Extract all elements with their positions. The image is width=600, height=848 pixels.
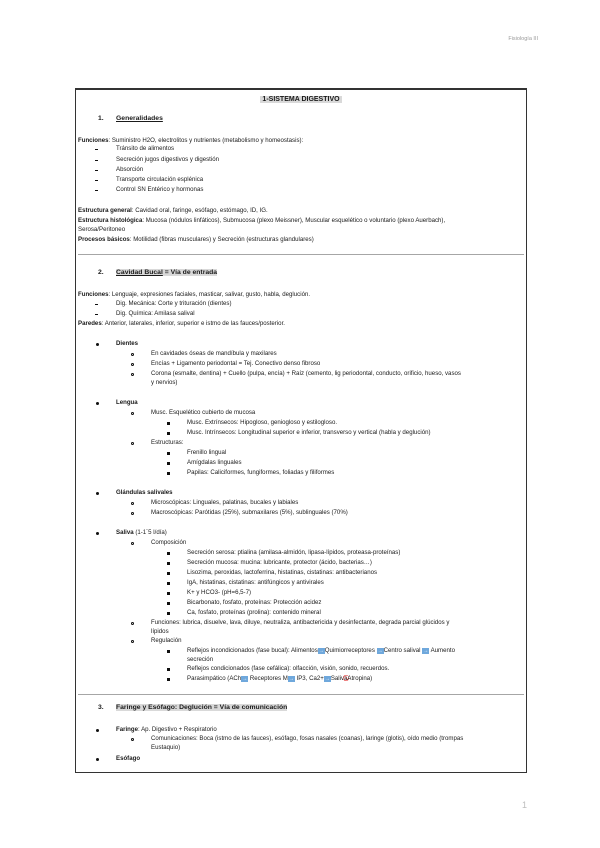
- square-bullet: [167, 678, 170, 681]
- square-bullet: [167, 432, 170, 435]
- square-bullet: [167, 668, 170, 671]
- square-bullet: [167, 582, 170, 585]
- saliva-comp-item: Bicarbonato, fosfato, proteínas: Protección acidez: [187, 599, 322, 606]
- circle-bullet: [131, 622, 134, 625]
- saliva-comp-item: K+ y HCO3- (pH=6,5-7): [187, 589, 252, 596]
- arrow-icon: →: [242, 676, 248, 682]
- section-2-heading: Cavidad Bucal = Vía de entrada: [116, 269, 218, 276]
- regulacion-item-3: Parasimpático (ACh→ Receptores M→ IP3, Ca2+→SalivaAtropina): [187, 675, 373, 682]
- lengua-estr-item: Papilas: Caliciformes, fungiformes, foliadas y filiformes: [187, 469, 335, 476]
- lengua-musc-item: Musc. Extrínsecos: Hipogloso, geniogloso y estilogloso.: [187, 419, 338, 426]
- bullet-dot: [96, 402, 99, 405]
- esofago-label: Esófago: [116, 755, 141, 762]
- square-bullet: [167, 650, 170, 653]
- dash-bullet: [95, 170, 98, 171]
- glandulas-label: Glándulas salivales: [116, 489, 173, 496]
- lengua-label: Lengua: [116, 399, 138, 406]
- saliva-regulacion: Regulación: [151, 637, 182, 644]
- circle-bullet: [131, 542, 134, 545]
- square-bullet: [167, 422, 170, 425]
- s1-item: Transporte circulación esplénica: [116, 176, 204, 183]
- frame-top-border: [76, 88, 526, 90]
- square-bullet: [167, 462, 170, 465]
- saliva-comp-item: IgA, histatinas, cistatinas: antifúngicos y antivirales: [187, 579, 324, 586]
- saliva-funciones: Funciones: lubrica, disuelve, lava, diluye, neutraliza, antibactericida y desinfectante, degrada parcial glúcidos y: [151, 619, 450, 626]
- dash-bullet: [95, 180, 98, 181]
- page-number: 1: [521, 800, 527, 810]
- s2-paredes: Paredes: Anterior, laterales, inferior, superior e istmo de las fauces/posterior.: [78, 320, 285, 327]
- s1-estructura: Estructura general: Cavidad oral, faringe, esófago, estómago, ID, IG.: [78, 207, 268, 214]
- bullet-dot: [96, 492, 99, 495]
- s2-funciones: Funciones: Lenguaje, expresiones faciales, masticar, salivar, gusto, habla, deglución.: [78, 291, 311, 298]
- saliva-comp-item: Secreción mucosa: mucina: lubricante, protector (ácido, bacterias…): [187, 559, 372, 566]
- square-bullet: [167, 452, 170, 455]
- circle-bullet: [131, 373, 134, 376]
- square-bullet: [167, 472, 170, 475]
- dientes-label: Dientes: [116, 340, 139, 347]
- section-1-heading: Generalidades: [116, 115, 163, 122]
- lengua-musc: Musc. Esquelético cubierto de mucosa: [151, 409, 256, 416]
- s1-histologica-cont: Serosa/Peritoneo: [78, 226, 126, 233]
- section-1-number: 1.: [98, 115, 104, 122]
- saliva-comp-item: Lisozima, peroxidas, lactoferrina, histatinas, cistatinas: antibacterianos: [187, 569, 378, 576]
- dientes-item-cont: y nervios): [151, 379, 178, 386]
- dientes-item: Encías + Ligamento periodontal = Tej. Conectivo denso fibroso: [151, 360, 321, 367]
- section-divider: [78, 694, 524, 695]
- dash-bullet: [95, 314, 98, 315]
- dientes-item: En cavidades óseas de mandíbula y maxilares: [151, 350, 277, 357]
- faringe-comunicaciones: Comunicaciones: Boca (istmo de las fauces), esófago, fosas nasales (coanas), laringe (glotis), oído medio (trompas: [151, 735, 464, 742]
- square-bullet: [167, 562, 170, 565]
- saliva-comp-item: Secreción serosa: ptialina (amilasa-almidón, lipasa-lípidos, proteasa-proteínas): [187, 549, 401, 556]
- saliva-funciones-cont: lípidos: [151, 628, 169, 635]
- saliva-label: Saliva (1-1´5 l/día): [116, 529, 167, 536]
- dash-bullet: [95, 149, 98, 150]
- square-bullet: [167, 592, 170, 595]
- circle-bullet: [131, 412, 134, 415]
- dientes-item: Corona (esmalte, dentina) + Cuello (pulpa, encía) + Raíz (cemento, lig periodontal, conducto, orificio, hueso, vasos: [151, 370, 461, 377]
- section-3-number: 3.: [98, 704, 104, 711]
- circle-bullet: [131, 738, 134, 741]
- section-2-number: 2.: [98, 269, 104, 276]
- arrow-icon: →: [423, 648, 429, 654]
- s1-item: Tránsito de alimentos: [116, 145, 175, 152]
- arrow-icon: →: [288, 676, 294, 682]
- section-3-heading: Faringe y Esófago: Deglución = Vía de comunicación: [116, 704, 288, 711]
- regulacion-item-1: Reflejos incondicionados (fase bucal): Alimentos→Quimiorreceptores →Centro salival → Aumento: [187, 647, 455, 654]
- regulacion-item-2: Reflejos condicionados (fase cefálica): olfacción, visión, sonido, recuerdos.: [187, 665, 390, 672]
- s2-dig-item: Dig. Mecánica: Corte y trituración (dientes): [116, 300, 232, 307]
- s1-histologica: Estructura histológica: Mucosa (nódulos linfáticos), Submucosa (plexo Meissner), Muscular esquelético o voluntario (plexo Auerbach),: [78, 217, 446, 224]
- arrow-icon: →: [377, 648, 383, 654]
- circle-bullet: [131, 502, 134, 505]
- saliva-comp-item: Ca, fosfato, proteínas (prolina): contenido mineral: [187, 609, 321, 616]
- s1-item: Secreción jugos digestivos y digestión: [116, 156, 219, 163]
- circle-bullet: [131, 512, 134, 515]
- lengua-estr-item: Amígdalas linguales: [187, 459, 242, 466]
- bullet-dot: [96, 758, 99, 761]
- page-title: [76, 96, 526, 103]
- dash-bullet: [95, 160, 98, 161]
- arrow-icon: →: [318, 648, 324, 654]
- faringe-label: Faringe: Ap. Digestivo + Respiratorio: [116, 726, 217, 733]
- faringe-comunicaciones-cont: Eustaquio): [151, 744, 181, 751]
- square-bullet: [167, 602, 170, 605]
- dash-bullet: [95, 304, 98, 305]
- glandulas-item: Microscópicas: Linguales, palatinas, bucales y labiales: [151, 499, 299, 506]
- square-bullet: [167, 572, 170, 575]
- content-frame: [75, 88, 527, 773]
- s1-item: Control SN Entérico y hormonas: [116, 186, 204, 193]
- page-title-text: 1-SISTEMA DIGESTIVO: [262, 96, 340, 103]
- glandulas-item: Macroscópicas: Parótidas (25%), submaxilares (5%), sublinguales (70%): [151, 509, 348, 516]
- bullet-dot: [96, 343, 99, 346]
- page-header: Fisiología III: [508, 36, 538, 42]
- square-bullet: [167, 612, 170, 615]
- s1-procesos: Procesos básicos: Motilidad (fibras musculares) y Secreción (estructuras glandulares): [78, 236, 314, 243]
- regulacion-item-1-cont: secreción: [187, 656, 214, 663]
- s2-dig-item: Dig. Química: Amilasa salival: [116, 310, 195, 317]
- saliva-composicion: Composición: [151, 539, 187, 546]
- s1-item: Absorción: [116, 166, 144, 173]
- section-divider: [78, 254, 524, 255]
- circle-bullet: [131, 363, 134, 366]
- circle-bullet: [131, 442, 134, 445]
- s1-funciones: Funciones: Suministro H2O, electrolitos y nutrientes (metabolismo y homeostasis):: [78, 137, 304, 144]
- lengua-estr-item: Frenillo lingual: [187, 449, 227, 456]
- arrow-icon: →: [324, 676, 330, 682]
- bullet-dot: [96, 532, 99, 535]
- dash-bullet: [95, 190, 98, 191]
- circle-bullet: [131, 640, 134, 643]
- circle-bullet: [131, 353, 134, 356]
- square-bullet: [167, 552, 170, 555]
- lengua-estructuras: Estructuras:: [151, 439, 184, 446]
- bullet-dot: [96, 729, 99, 732]
- lengua-musc-item: Musc. Intrínsecos: Longitudinal superior e inferior, transverso y vertical (habla y deglución): [187, 429, 431, 436]
